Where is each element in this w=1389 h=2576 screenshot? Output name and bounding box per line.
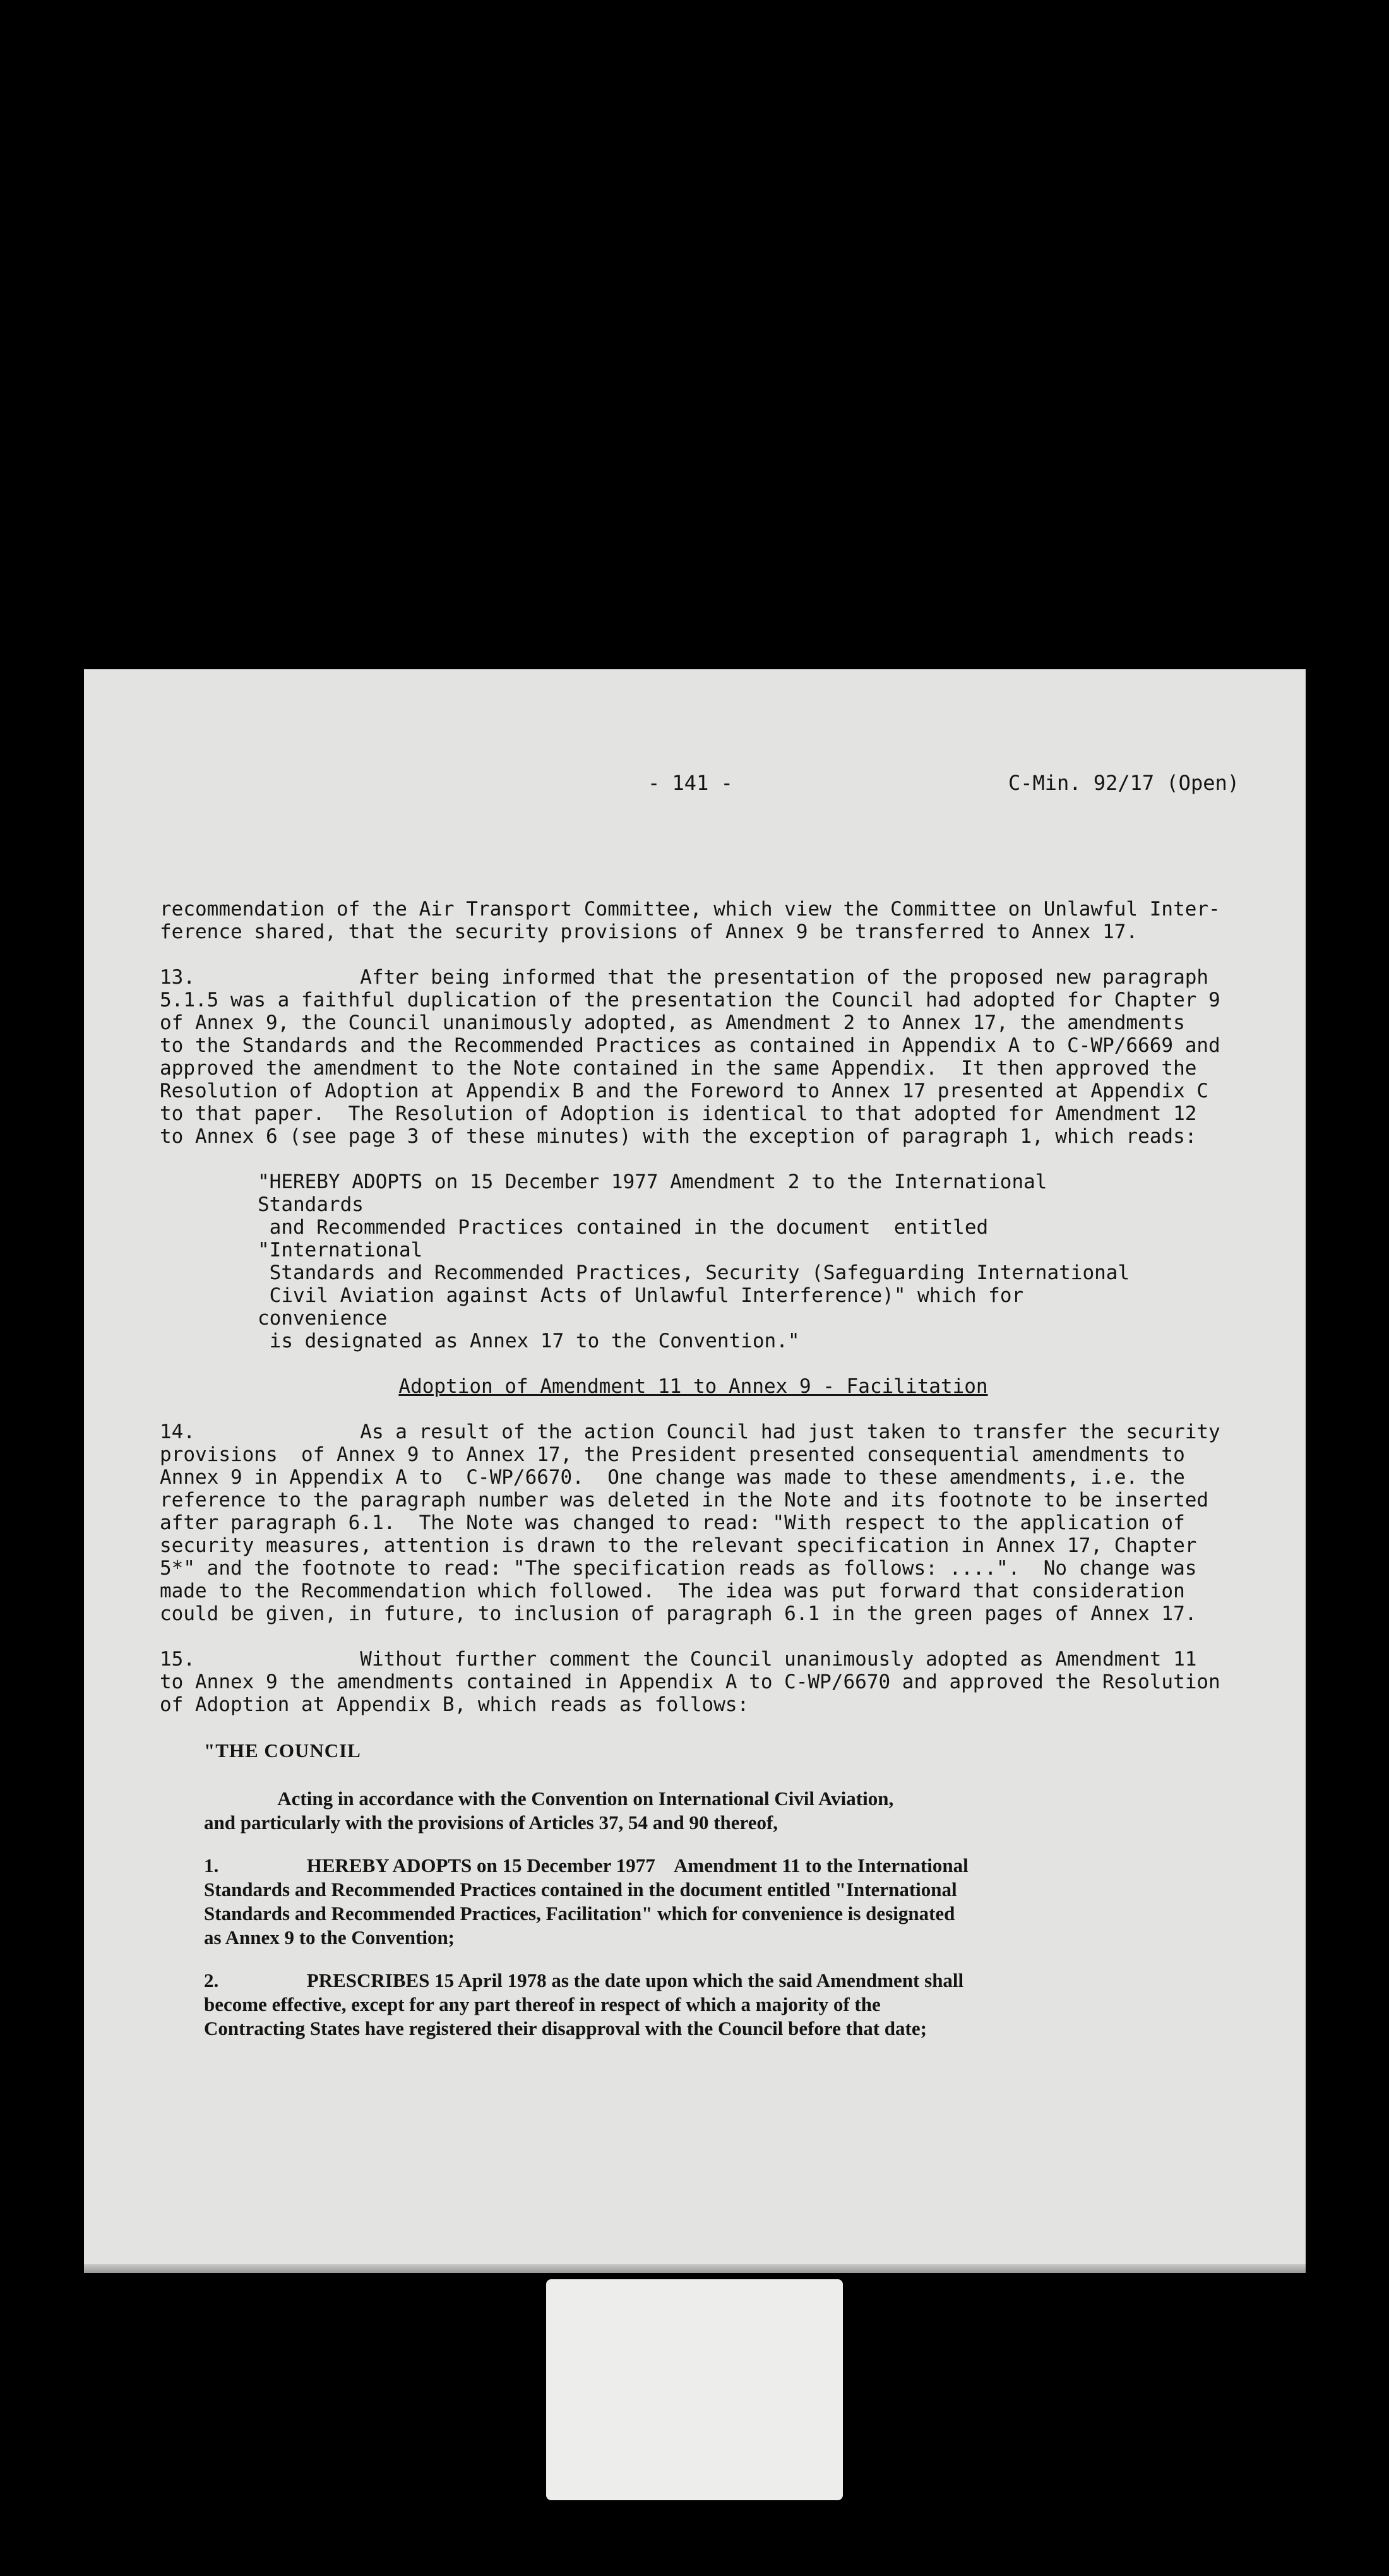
paragraph-13-quote: "HEREBY ADOPTS on 15 December 1977 Amendment 2 to the International Standards and Recommended Practices contained in the document entitled "International Standards and Recommended Practices, Security (Safeguarding International Civil Aviation against Acts of Unlawful Interference)" which for convenience is designated as Annex 17 to the Convention." [258, 1171, 1130, 1352]
target-card [546, 2279, 843, 2500]
paragraph-15: 15. Without further comment the Council unanimously adopted as Amendment 11 to Annex 9 the amendments contained in Appendix A to C-WP/6670 and approved the Resolution of Adoption at Appendix B, which reads as follows: [160, 1648, 1220, 1716]
paragraph-13: 13. After being informed that the presentation of the proposed new paragraph 5.1.5 was a faithful duplication of the presentation the Council had adopted for Chapter 9 of Annex 9, the Council unanimously adopted, as Amendment 2 to Annex 17, the amendments to the Standards and the Recommended Practices as contained in Appendix A to C-WP/6669 and approved the amendment to the Note contained in the same Appendix. It then approved the Resolution of Adoption at Appendix B and the Foreword to Annex 17 presented at Appendix C to that paper. The Resolution of Adoption is identical to that adopted for Amendment 12 to Annex 6 (see page 3 of these minutes) with the exception of paragraph 1, which reads: [160, 966, 1220, 1148]
document-reference: C-Min. 92/17 (Open) [1008, 771, 1239, 795]
document-body [160, 898, 1227, 2041]
resolution-item-2: 2. PRESCRIBES 15 April 1978 as the date upon which the said Amendment shall become effective, except for any part thereof in respect of which a majority of the Contracting States have registered their disapproval with the Council before that date; [204, 1969, 964, 2039]
resolution-title: "THE COUNCIL [204, 1739, 361, 1762]
section-heading: Adoption of Amendment 11 to Annex 9 - Facilitation [398, 1375, 988, 1398]
intro-paragraph: recommendation of the Air Transport Committee, which view the Committee on Unlawful Inter- ference shared, that the security provisions of Annex 9 be transferred to Annex 17. [160, 898, 1220, 943]
resolution-block [204, 1739, 1151, 2041]
resolution-item-1: 1. HEREBY ADOPTS on 15 December 1977 Amendment 11 to the International Standards and Recommended Practices contained in the document entitled "International Standards and Recommended Practices, Facilitation" which for convenience is designated as Annex 9 to the Convention; [204, 1854, 969, 1948]
paragraph-14: 14. As a result of the action Council had just taken to transfer the security provisions of Annex 9 to Annex 17, the President presented consequential amendments to Annex 9 in Appendix A to C-WP/6670. One change was made to these amendments, i.e. the reference to the paragraph number was deleted in the Note and its footnote to be inserted after paragraph 6.1. The Note was changed to read: "With respect to the application of security measures, attention is drawn to the relevant specification in Annex 17, Chapter 5*" and the footnote to read: "The specification reads as follows: ....". No change was made to the Recommendation which followed. The idea was put forward that consideration could be given, in future, to inclusion of paragraph 6.1 in the green pages of Annex 17. [160, 1421, 1220, 1625]
resolution-preamble: Acting in accordance with the Convention on International Civil Aviation, and particularly with the provisions of Articles 37, 54 and 90 thereof, [204, 1787, 894, 1834]
document-page [84, 669, 1306, 2273]
page-number: - 141 - [648, 771, 733, 795]
